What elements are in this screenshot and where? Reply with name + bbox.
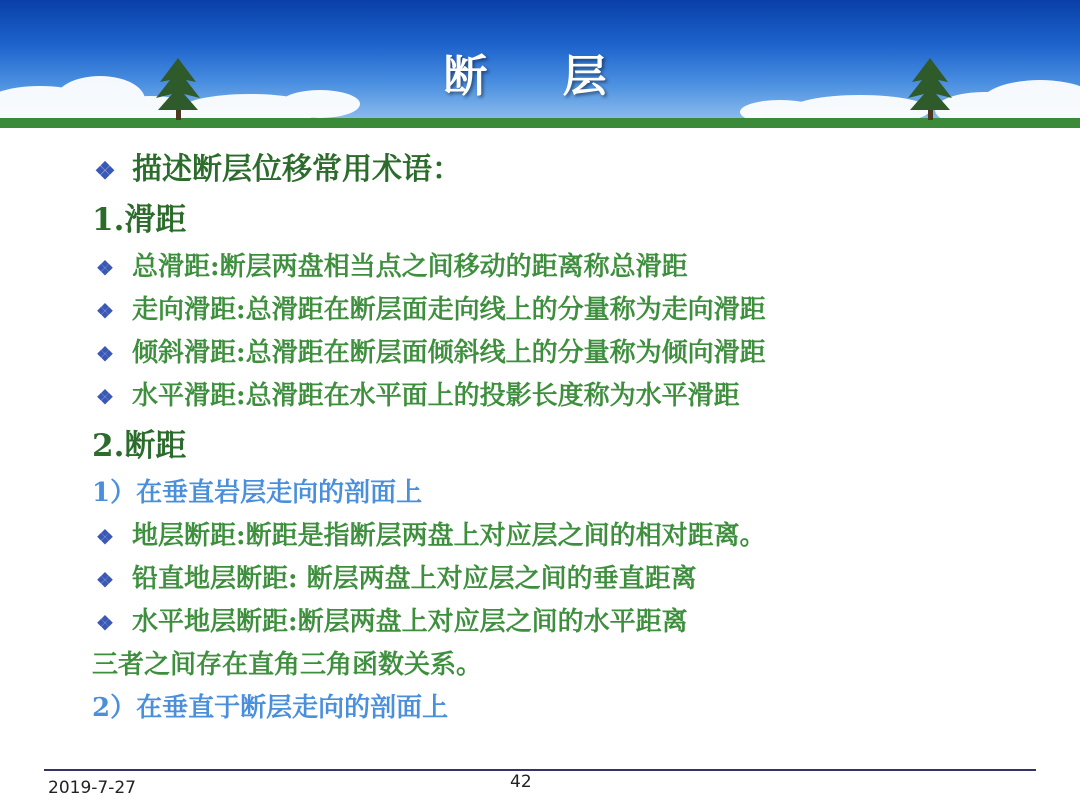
heading-text: 描述断层位移常用术语： bbox=[132, 152, 462, 187]
footer-date: 2019-7-27 bbox=[48, 778, 136, 798]
slip-item bbox=[92, 332, 766, 369]
slip-item bbox=[92, 246, 688, 283]
slide-title: 断 层 bbox=[443, 51, 637, 102]
slip-item bbox=[92, 375, 740, 412]
throw-item-text: 地层断距:断距是指断层两盘上对应层之间的相对距离。 bbox=[132, 521, 766, 551]
slip-item-text: 水平滑距:总滑距在水平面上的投影长度称为水平滑距 bbox=[132, 381, 740, 411]
diamond-bullet-icon: ❖ bbox=[96, 525, 114, 549]
subsection-1: 1）在垂直岩层走向的剖面上 bbox=[92, 478, 423, 508]
header-banner bbox=[0, 0, 1080, 128]
throw-item bbox=[92, 558, 697, 595]
slip-item-text: 总滑距:断层两盘相当点之间移动的距离称总滑距 bbox=[132, 252, 688, 282]
throw-item bbox=[92, 601, 688, 638]
slip-item-text: 倾斜滑距:总滑距在断层面倾斜线上的分量称为倾向滑距 bbox=[132, 338, 766, 368]
page-number: 42 bbox=[510, 772, 532, 792]
subsection-2: 2）在垂直于断层走向的剖面上 bbox=[92, 693, 449, 723]
diamond-bullet-icon: ❖ bbox=[96, 385, 114, 409]
throw-item-text: 铅直地层断距: 断层两盘上对应层之间的垂直距离 bbox=[132, 564, 697, 594]
section-slip-title: 1.滑距 bbox=[92, 202, 187, 238]
diamond-bullet-icon: ❖ bbox=[96, 342, 114, 366]
diamond-bullet-icon: ❖ bbox=[94, 156, 116, 185]
diamond-bullet-icon: ❖ bbox=[96, 256, 114, 280]
grass-strip bbox=[0, 118, 1080, 128]
footer-divider bbox=[44, 769, 1036, 771]
diamond-bullet-icon: ❖ bbox=[96, 568, 114, 592]
throw-item bbox=[92, 515, 766, 552]
diamond-bullet-icon: ❖ bbox=[96, 611, 114, 635]
slip-item-text: 走向滑距:总滑距在断层面走向线上的分量称为走向滑距 bbox=[132, 295, 766, 325]
heading-line bbox=[92, 144, 462, 188]
throw-item-text: 水平地层断距:断层两盘上对应层之间的水平距离 bbox=[132, 607, 688, 637]
slip-item bbox=[92, 289, 766, 326]
diamond-bullet-icon: ❖ bbox=[96, 299, 114, 323]
relation-note: 三者之间存在直角三角函数关系。 bbox=[92, 650, 483, 680]
section-throw-title: 2.断距 bbox=[92, 428, 187, 464]
